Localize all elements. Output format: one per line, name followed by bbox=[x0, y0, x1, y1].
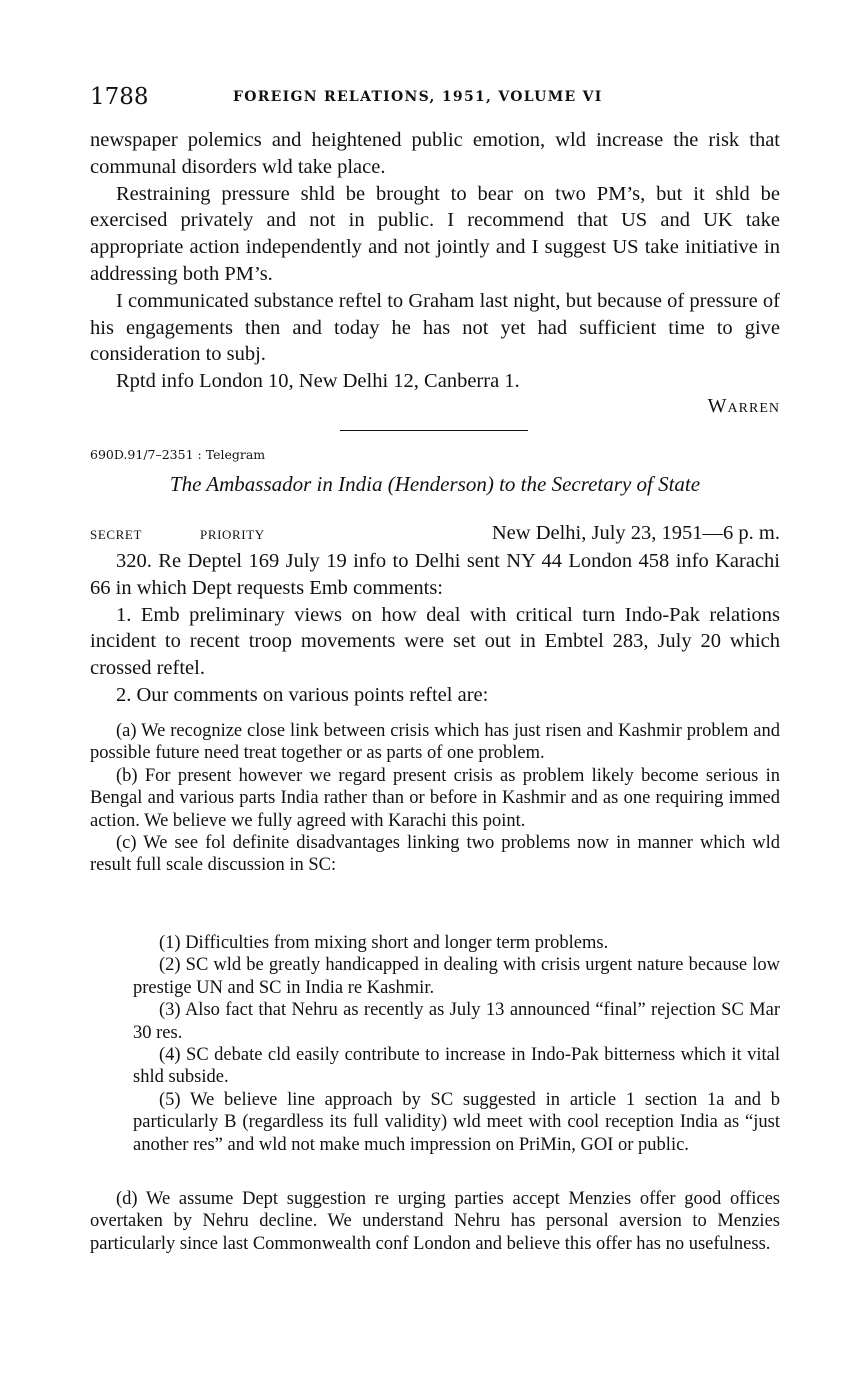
sub-point-item: (4) SC debate cld easily contribute to increase in Indo-Pak bitterness which it vital shld subside. bbox=[133, 1045, 780, 1088]
sub-point-item: (2) SC wld be greatly handicapped in dealing with crisis urgent nature because low prestige UN and SC in India re Kashmir. bbox=[133, 955, 780, 998]
document-title: The Ambassador in India (Henderson) to the Secretary of State bbox=[169, 472, 701, 496]
point-item: (c) We see fol definite disadvantages linking two problems now in manner which wld result full scale discussion in SC: bbox=[90, 833, 780, 876]
sub-point-item: (3) Also fact that Nehru as recently as July 13 announced “final” rejection SC Mar 30 res. bbox=[133, 1000, 780, 1043]
prev-paragraph: Rptd info London 10, New Delhi 12, Canberra 1. bbox=[116, 370, 520, 393]
prev-paragraph: Restraining pressure shld be brought to bear on two PM’s, but it shld be exercised privately and not in public. I recommend that US and UK take appropriate action independently and not jointly and I suggest US take initiative in addressing both PM’s. bbox=[90, 182, 780, 285]
telegram-body bbox=[90, 548, 780, 709]
classification: SECRET bbox=[90, 527, 142, 542]
precedence: PRIORITY bbox=[200, 527, 265, 542]
prev-paragraph: newspaper polemics and heightened public emotion, wld increase the risk that communal disorders wld take place. bbox=[90, 129, 780, 178]
signature: Warren bbox=[707, 394, 780, 417]
page-header bbox=[90, 84, 780, 114]
telegram-paragraph: 1. Emb preliminary views on how deal with critical turn Indo-Pak relations incident to recent troop movements were set out in Embtel 283, July 20 which crossed reftel. bbox=[90, 603, 780, 680]
page-number: 1788 bbox=[90, 84, 149, 110]
classification-line bbox=[90, 522, 780, 548]
place-date: New Delhi, July 23, 1951—6 p. m. bbox=[491, 522, 780, 544]
previous-document-body bbox=[90, 127, 780, 418]
point-item: (a) We recognize close link between crisis which has just risen and Kashmir problem and possible future need treat together or as parts of one problem. bbox=[90, 721, 780, 764]
point-item: (d) We assume Dept suggestion re urging parties accept Menzies offer good offices overtaken by Nehru decline. We understand Nehru has personal aversion to Menzies particularly since last Commonwealth conf London and believe this offer has no usefulness. bbox=[90, 1189, 780, 1254]
section-divider bbox=[340, 430, 528, 431]
points-block bbox=[90, 720, 780, 877]
telegram-paragraph: 320. Re Deptel 169 July 19 info to Delhi sent NY 44 London 458 info Karachi 66 in which Dept requests Emb comments: bbox=[90, 550, 780, 599]
final-point-block bbox=[90, 1188, 780, 1255]
sub-point-item: (1) Difficulties from mixing short and longer term problems. bbox=[159, 933, 609, 953]
point-item: (b) For present however we regard present crisis as problem likely become serious in Bengal and various parts India rather than or before in Kashmir and as one requiring immed action. We believe we fully agreed with Karachi this point. bbox=[90, 765, 780, 831]
sub-points-block bbox=[90, 932, 780, 1156]
prev-paragraph: I communicated substance reftel to Graham last night, but because of pressure of his engagements then and today he has not yet had sufficient time to give consideration to subj. bbox=[90, 289, 780, 366]
telegram-paragraph: 2. Our comments on various points reftel are: bbox=[116, 683, 489, 706]
running-title: FOREIGN RELATIONS, 1951, VOLUME VI bbox=[233, 89, 603, 105]
sub-point-item: (5) We believe line approach by SC suggested in article 1 section 1a and b particularly B (regardless its full validity) wld meet with cool reception India as “just another res” and wld not make much impression on PriMin, GOI or public. bbox=[133, 1089, 780, 1155]
document-id: 690D.91/7–2351 : Telegram bbox=[90, 447, 266, 462]
